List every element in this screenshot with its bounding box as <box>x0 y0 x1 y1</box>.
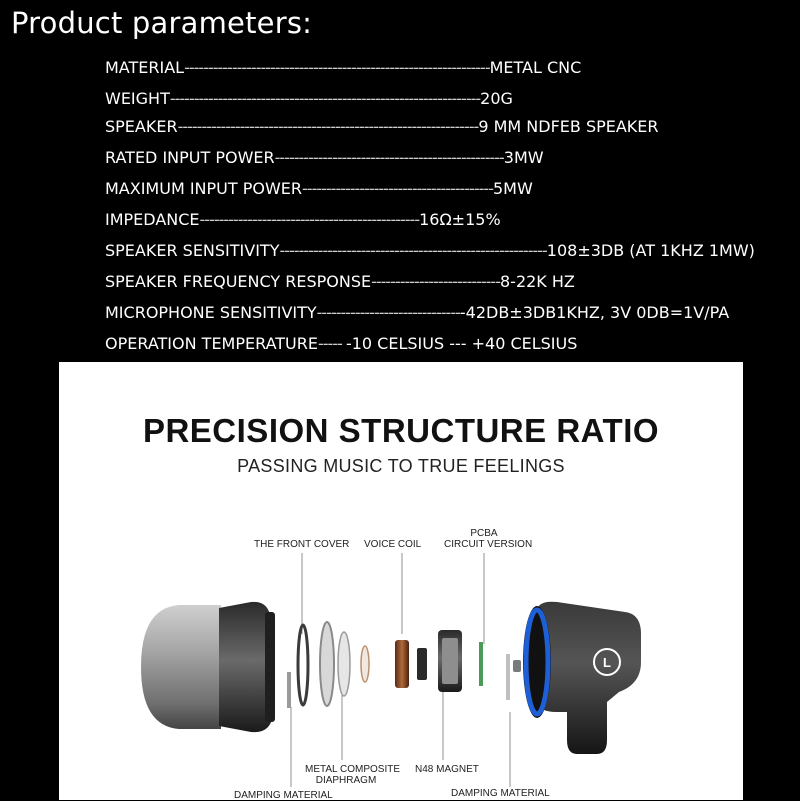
front-cover-rim <box>265 612 275 722</box>
damping-ring-left <box>287 672 291 708</box>
spec-row <box>105 333 577 355</box>
voice-coil <box>395 640 409 688</box>
spec-row <box>105 240 755 262</box>
spec-value: 108±3DB (AT 1KHZ 1MW) <box>546 241 755 260</box>
spec-label: OPERATION TEMPERATURE <box>105 334 318 353</box>
spec-label: MATERIAL <box>105 58 185 77</box>
diaphragm-inner <box>338 632 350 696</box>
spec-row <box>105 116 659 138</box>
spec-label: RATED INPUT POWER <box>105 148 275 167</box>
spec-label: MAXIMUM INPUT POWER <box>105 179 303 198</box>
spec-leader: --------------------------------------------------------------- <box>177 117 479 136</box>
spec-label: SPEAKER FREQUENCY RESPONSE <box>105 272 372 291</box>
label-pcba-line2: CIRCUIT VERSION <box>444 539 533 550</box>
spec-label: SPEAKER <box>105 117 178 136</box>
spec-value: 8-22K HZ <box>499 272 575 291</box>
label-damping-right: DAMPING MATERIAL <box>451 788 550 799</box>
spec-value: 16Ω±15% <box>419 210 501 229</box>
exploded-earphone-diagram <box>59 362 743 800</box>
spec-leader: ------------------------------ <box>316 303 460 322</box>
spec-value: 3MW <box>503 148 544 167</box>
ear-tip <box>141 605 221 729</box>
metal-diaphragm <box>320 622 334 706</box>
structure-panel <box>59 362 743 800</box>
magnet-face <box>442 638 458 684</box>
label-voice-coil: VOICE COIL <box>364 539 422 550</box>
spec-label: WEIGHT <box>105 89 170 108</box>
spec-leader: -------------------------------------------------------- <box>279 241 547 260</box>
spec-row <box>105 147 544 169</box>
spec-row <box>105 57 581 79</box>
spec-row <box>105 178 533 200</box>
spec-row <box>105 271 575 293</box>
spec-label: IMPEDANCE <box>105 210 200 229</box>
spec-label: MICROPHONE SENSITIVITY <box>105 303 317 322</box>
spec-value: -10 CELSIUS --- +40 CELSIUS <box>345 334 578 353</box>
spec-leader: ----- <box>318 334 346 353</box>
label-metal-line1: METAL COMPOSITE <box>305 764 401 775</box>
spec-leader: ---------------------------------------------------------------- <box>184 58 490 77</box>
label-front-cover: THE FRONT COVER <box>254 539 350 550</box>
spec-row <box>105 88 513 110</box>
label-metal-diaphragm <box>305 764 401 786</box>
page-heading: Product parameters: <box>11 6 313 40</box>
damping-ring-right <box>506 654 510 700</box>
spec-row <box>105 302 729 324</box>
spec-leader: --------------------------- <box>371 272 500 291</box>
housing-body <box>537 602 641 754</box>
spec-value: METAL CNC <box>489 58 582 77</box>
diagram-title: PRECISION STRUCTURE RATIO <box>142 412 660 449</box>
label-damping-left: DAMPING MATERIAL <box>234 790 333 801</box>
spec-leader: ---------------------------------------- <box>302 179 493 198</box>
pcba-board <box>479 642 483 686</box>
spec-value: -42DB±3DB1KHZ, 3V 0DB=1V/PA <box>459 303 730 322</box>
spec-label: SPEAKER SENSITIVITY <box>105 241 280 260</box>
front-cover <box>219 602 273 732</box>
spec-row <box>105 209 501 231</box>
spec-leader: ---------------------------------------------- <box>199 210 420 229</box>
spec-value: 5MW <box>492 179 533 198</box>
housing-letter: L <box>603 655 611 670</box>
diagram-subtitle: PASSING MUSIC TO TRUE FEELINGS <box>237 456 565 476</box>
spec-leader: ----------------------------------------------------------------- <box>169 89 481 108</box>
diaphragm-dome <box>361 646 369 682</box>
spec-value: 9 MM NDFEB SPEAKER <box>478 117 659 136</box>
label-metal-line2: DIAPHRAGM <box>315 775 377 786</box>
label-pcba-line1: PCBA <box>470 528 498 539</box>
spec-leader: ------------------------------------------------ <box>274 148 504 167</box>
label-magnet: N48 MAGNET <box>415 764 479 775</box>
connector <box>513 660 521 672</box>
label-pcba <box>444 528 533 550</box>
pole-piece <box>417 648 427 680</box>
spec-value: 20G <box>480 89 513 108</box>
washer <box>298 625 308 705</box>
